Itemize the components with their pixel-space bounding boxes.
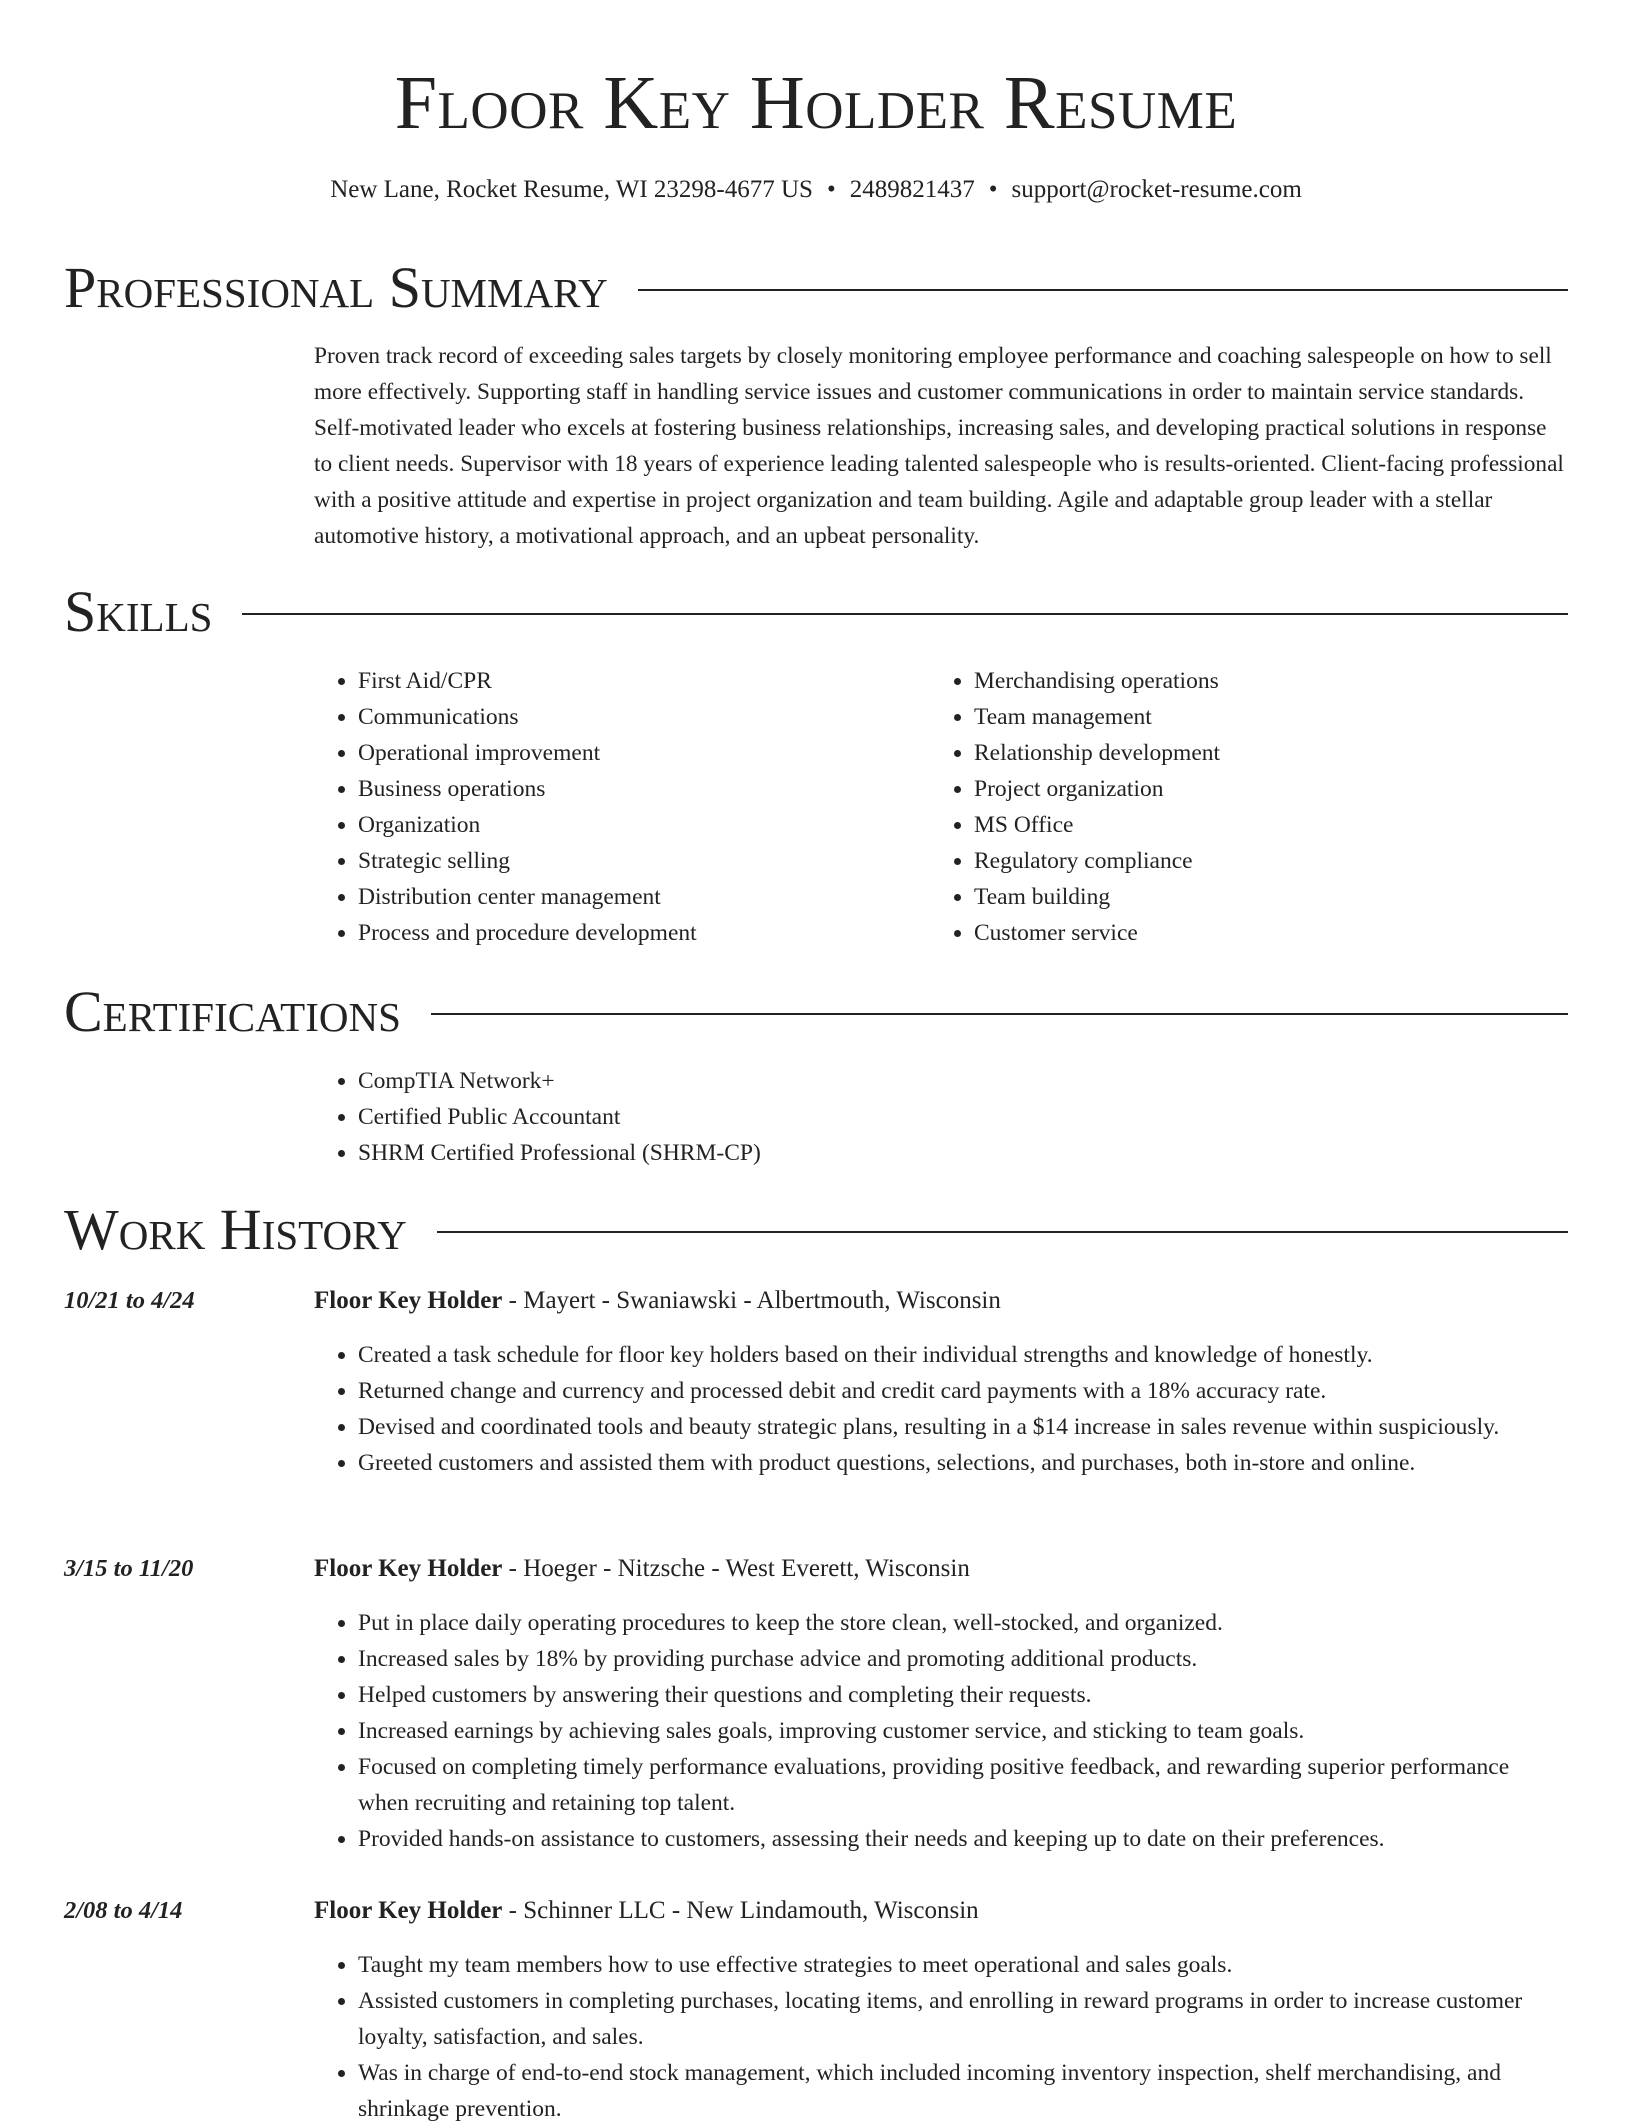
section-divider (431, 1013, 1568, 1015)
job-employer: - Schinner LLC - New Lindamouth, Wisconsin (502, 1897, 979, 1924)
skill-item: • First Aid/CPR (358, 663, 914, 699)
contact-address: New Lane, Rocket Resume, WI 23298-4677 US (330, 176, 813, 203)
skill-item: • Project organization (974, 771, 1550, 807)
skill-item: • Merchandising operations (974, 663, 1550, 699)
skills-heading (64, 580, 1568, 644)
skills-column-left (314, 663, 914, 951)
job-dates: 10/21 to 4/24 (64, 1287, 195, 1314)
job-header (314, 1283, 1001, 1319)
job-header (314, 1551, 970, 1587)
section-divider (638, 289, 1568, 291)
job-duty: • Provided hands-on assistance to customers, assessing their needs and keeping up to date on their preferences. (358, 1821, 1564, 1857)
skill-item: • Communications (358, 699, 914, 735)
certification-item: • Certified Public Accountant (358, 1099, 1314, 1135)
contact-phone: 2489821437 (849, 176, 975, 203)
job-duty: • Helped customers by answering their questions and completing their requests. (358, 1677, 1564, 1713)
job-duty: • Devised and coordinated tools and beauty strategic plans, resulting in a $14 increase in sales revenue within suspiciously. (358, 1409, 1564, 1445)
skill-item: • Operational improvement (358, 735, 914, 771)
certifications-heading (64, 980, 1568, 1044)
skills-list-left (314, 663, 914, 951)
certifications-list (314, 1063, 1314, 1171)
job-duty: • Assisted customers in completing purchases, locating items, and enrolling in reward programs in order to increase customer loyalty, satisfaction, and sales. (358, 1983, 1564, 2055)
job-duties-list (314, 1605, 1564, 1857)
certification-item: • CompTIA Network+ (358, 1063, 1314, 1099)
job-header (314, 1893, 979, 1929)
job-duties (314, 1337, 1564, 1481)
job-duty: • Created a task schedule for floor key holders based on their individual strengths and knowledge of honestly. (358, 1337, 1564, 1373)
job-duty: • Returned change and currency and processed debit and credit card payments with a 18% accuracy rate. (358, 1373, 1564, 1409)
job-duties-list (314, 1947, 1564, 2127)
job-dates: 2/08 to 4/14 (64, 1897, 183, 1924)
job-duty: • Was in charge of end-to-end stock management, which included incoming inventory inspection, shelf merchandising, and shrinkage prevention. (358, 2055, 1564, 2127)
section-divider (242, 613, 1568, 615)
job-duties-list (314, 1337, 1564, 1481)
skills-column-right (930, 663, 1550, 951)
summary-heading-title: Professional Summary (64, 255, 608, 320)
job-dates: 3/15 to 11/20 (64, 1555, 194, 1582)
job-title: Floor Key Holder (314, 1897, 503, 1924)
job-duty: • Increased earnings by achieving sales goals, improving customer service, and sticking to team goals. (358, 1713, 1564, 1749)
skill-item: • Distribution center management (358, 879, 914, 915)
contact-separator: • (988, 176, 998, 203)
job-employer: - Hoeger - Nitzsche - West Everett, Wisconsin (502, 1555, 970, 1582)
skill-item: • Regulatory compliance (974, 843, 1550, 879)
work-history-heading-title: Work History (64, 1197, 407, 1262)
section-divider (437, 1231, 1568, 1233)
contact-separator: • (826, 176, 836, 203)
job-duties (314, 1947, 1564, 2127)
job-employer: - Mayert - Swaniawski - Albertmouth, Wisconsin (502, 1287, 1001, 1314)
job-duty: • Greeted customers and assisted them with product questions, selections, and purchases, both in-store and online. (358, 1445, 1564, 1481)
skill-item: • Business operations (358, 771, 914, 807)
skill-item: • Team management (974, 699, 1550, 735)
certifications-block (314, 1063, 1314, 1171)
job-duty: • Increased sales by 18% by providing purchase advice and promoting additional products. (358, 1641, 1564, 1677)
job-duty: • Taught my team members how to use effective strategies to meet operational and sales goals. (358, 1947, 1564, 1983)
skills-heading-title: Skills (64, 579, 213, 644)
certification-item: • SHRM Certified Professional (SHRM-CP) (358, 1135, 1314, 1171)
contact-line (0, 172, 1632, 208)
job-duty: • Focused on completing timely performance evaluations, providing positive feedback, and rewarding superior performance when recruiting and retaining top talent. (358, 1749, 1564, 1821)
skill-item: • MS Office (974, 807, 1550, 843)
work-history-heading (64, 1198, 1568, 1262)
skill-item: • Process and procedure development (358, 915, 914, 951)
job-title: Floor Key Holder (314, 1287, 503, 1314)
skill-item: • Organization (358, 807, 914, 843)
job-duties (314, 1605, 1564, 1857)
skill-item: • Customer service (974, 915, 1550, 951)
skill-item: • Strategic selling (358, 843, 914, 879)
skill-item: • Team building (974, 879, 1550, 915)
contact-email: support@rocket-resume.com (1011, 176, 1302, 203)
job-duty: • Put in place daily operating procedures to keep the store clean, well-stocked, and organized. (358, 1605, 1564, 1641)
skills-list-right (930, 663, 1550, 951)
summary-heading (64, 256, 1568, 320)
job-title: Floor Key Holder (314, 1555, 503, 1582)
summary-text: Proven track record of exceeding sales targets by closely monitoring employee performance and coaching salespeople on how to sell more effectively. Supporting staff in handling service issues and customer communications in order to maintain service standards. Self-motivated leader who excels at fostering business relationships, increasing sales, and developing practical solutions in response to client needs. Supervisor with 18 years of experience leading talented salespeople who is results-oriented. Client-facing professional with a positive attitude and expertise in project organization and team building. Agile and adaptable group leader with a stellar automotive history, a motivational approach, and an upbeat personality. (314, 343, 1564, 549)
certifications-heading-title: Certifications (64, 979, 401, 1044)
skill-item: • Relationship development (974, 735, 1550, 771)
resume-name: Floor Key Holder Resume (394, 61, 1238, 145)
